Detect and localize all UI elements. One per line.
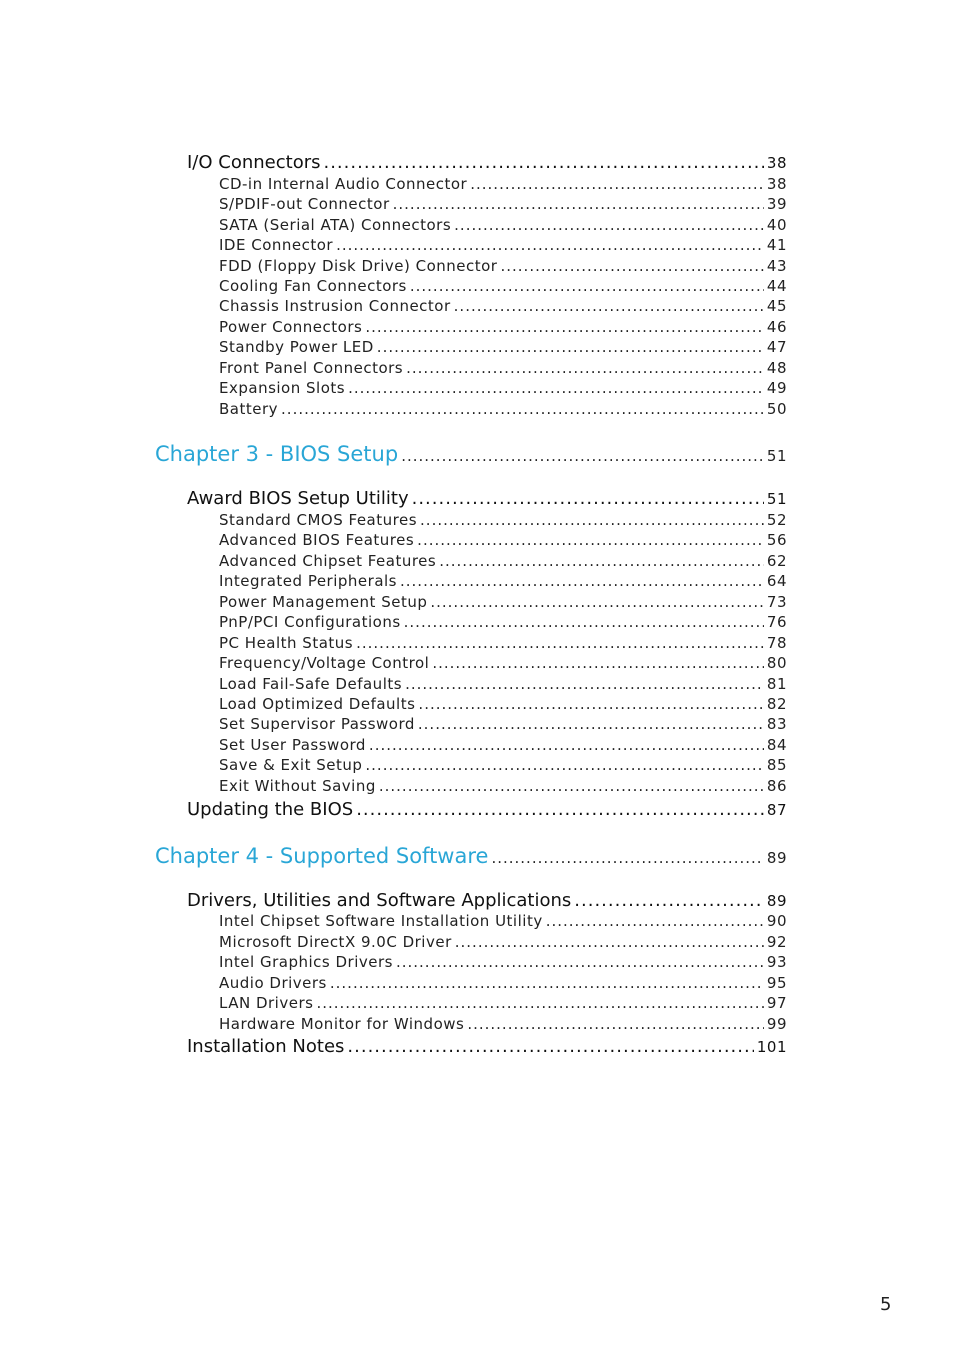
toc-entry-title: Standard CMOS Features xyxy=(219,511,418,529)
toc-entry-subsection[interactable] xyxy=(219,195,787,213)
toc-entry-subsection[interactable] xyxy=(219,994,787,1012)
toc-entry-subsection[interactable] xyxy=(219,572,787,590)
toc-entry-page-number: 64 xyxy=(766,572,787,590)
dot-leader xyxy=(365,756,764,774)
dot-leader xyxy=(405,675,764,693)
toc-entry-page-number: 99 xyxy=(766,1015,787,1033)
dot-leader xyxy=(400,572,764,590)
toc-entry-page-number: 97 xyxy=(766,994,787,1012)
toc-entry-page-number: 86 xyxy=(766,777,787,795)
dot-leader xyxy=(396,953,764,971)
toc-entry-subsection[interactable] xyxy=(219,379,787,397)
toc-entry-subsection[interactable] xyxy=(219,257,787,275)
toc-entry-section[interactable] xyxy=(187,799,787,820)
toc-entry-subsection[interactable] xyxy=(219,715,787,733)
dot-leader xyxy=(330,974,764,992)
toc-entry-subsection[interactable] xyxy=(219,552,787,570)
toc-entry-page-number: 50 xyxy=(766,400,787,418)
dot-leader xyxy=(455,933,764,951)
toc-entry-page-number: 62 xyxy=(766,552,787,570)
toc-entry-page-number: 89 xyxy=(766,849,787,867)
toc-entry-title: Chapter 3 - BIOS Setup xyxy=(155,442,399,466)
toc-entry-page-number: 38 xyxy=(766,154,787,172)
toc-entry-subsection[interactable] xyxy=(219,695,787,713)
toc-entry-page-number: 49 xyxy=(766,379,787,397)
toc-entry-title: Cooling Fan Connectors xyxy=(219,277,407,295)
page-number: 5 xyxy=(880,1294,892,1315)
dot-leader xyxy=(281,400,764,418)
toc-entry-subsection[interactable] xyxy=(219,613,787,631)
toc-entry-subsection[interactable] xyxy=(219,359,787,377)
toc-entry-title: Load Fail-Safe Defaults xyxy=(219,675,403,693)
dot-leader xyxy=(500,257,763,275)
toc-entry-subsection[interactable] xyxy=(219,675,787,693)
toc-entry-title: Set User Password xyxy=(219,736,366,754)
toc-entry-title: SATA (Serial ATA) Connectors xyxy=(219,216,452,234)
toc-entry-subsection[interactable] xyxy=(219,338,787,356)
toc-entry-subsection[interactable] xyxy=(219,654,787,672)
dot-leader xyxy=(574,890,764,911)
toc-entry-page-number: 89 xyxy=(766,892,787,910)
toc-entry-subsection[interactable] xyxy=(219,933,787,951)
dot-leader xyxy=(546,912,764,930)
dot-leader xyxy=(467,1015,764,1033)
toc-entry-title: Frequency/Voltage Control xyxy=(219,654,430,672)
dot-leader xyxy=(417,531,764,549)
toc-entry-title: Set Supervisor Password xyxy=(219,715,415,733)
toc-entry-page-number: 78 xyxy=(766,634,787,652)
toc-entry-page-number: 101 xyxy=(756,1038,787,1056)
toc-entry-subsection[interactable] xyxy=(219,175,787,193)
toc-entry-title: PC Health Status xyxy=(219,634,354,652)
toc-entry-subsection[interactable] xyxy=(219,634,787,652)
toc-entry-page-number: 51 xyxy=(766,447,787,465)
toc-entry-page-number: 90 xyxy=(766,912,787,930)
toc-entry-subsection[interactable] xyxy=(219,736,787,754)
dot-leader xyxy=(377,338,764,356)
toc-entry-title: LAN Drivers xyxy=(219,994,314,1012)
toc-entry-title: Battery xyxy=(219,400,279,418)
toc-entry-title: Integrated Peripherals xyxy=(219,572,397,590)
toc-entry-page-number: 93 xyxy=(766,953,787,971)
toc-entry-subsection[interactable] xyxy=(219,974,787,992)
toc-entry-page-number: 81 xyxy=(766,675,787,693)
toc-entry-title: Advanced Chipset Features xyxy=(219,552,437,570)
toc-entry-page-number: 52 xyxy=(766,511,787,529)
toc-entry-subsection[interactable] xyxy=(219,216,787,234)
dot-leader xyxy=(356,634,764,652)
toc-entry-title: FDD (Floppy Disk Drive) Connector xyxy=(219,257,498,275)
toc-entry-page-number: 83 xyxy=(766,715,787,733)
toc-entry-title: Hardware Monitor for Windows xyxy=(219,1015,465,1033)
toc-entry-title: Microsoft DirectX 9.0C Driver xyxy=(219,933,452,951)
dot-leader xyxy=(412,488,764,509)
dot-leader xyxy=(439,552,764,570)
toc-entry-title: Updating the BIOS xyxy=(187,799,354,820)
dot-leader xyxy=(347,1036,753,1057)
toc-entry-page-number: 51 xyxy=(766,490,787,508)
toc-entry-subsection[interactable] xyxy=(219,400,787,418)
toc-entry-title: I/O Connectors xyxy=(187,152,321,173)
toc-entry-title: S/PDIF-out Connector xyxy=(219,195,390,213)
toc-entry-subsection[interactable] xyxy=(219,953,787,971)
dot-leader xyxy=(316,994,763,1012)
toc-entry-title: Award BIOS Setup Utility xyxy=(187,488,409,509)
toc-entry-section[interactable] xyxy=(187,488,787,509)
toc-entry-page-number: 84 xyxy=(766,736,787,754)
toc-entry-subsection[interactable] xyxy=(219,593,787,611)
toc-entry-subsection[interactable] xyxy=(219,297,787,315)
dot-leader xyxy=(348,379,764,397)
toc-entry-page-number: 76 xyxy=(766,613,787,631)
toc-entry-title: Chapter 4 - Supported Software xyxy=(155,844,489,868)
dot-leader xyxy=(393,195,764,213)
toc-entry-title: PnP/PCI Configurations xyxy=(219,613,401,631)
toc-entry-page-number: 45 xyxy=(766,297,787,315)
dot-leader xyxy=(406,359,764,377)
toc-entry-page-number: 48 xyxy=(766,359,787,377)
toc-entry-page-number: 41 xyxy=(766,236,787,254)
toc-entry-chapter[interactable] xyxy=(155,844,787,868)
toc-entry-page-number: 80 xyxy=(766,654,787,672)
dot-leader xyxy=(418,715,764,733)
toc-entry-title: Expansion Slots xyxy=(219,379,346,397)
toc-entry-title: Intel Graphics Drivers xyxy=(219,953,393,971)
dot-leader xyxy=(369,736,764,754)
toc-entry-subsection[interactable] xyxy=(219,756,787,774)
toc-entry-title: Exit Without Saving xyxy=(219,777,376,795)
toc-entry-title: Audio Drivers xyxy=(219,974,327,992)
toc-entry-page-number: 47 xyxy=(766,338,787,356)
toc-entry-subsection[interactable] xyxy=(219,318,787,336)
dot-leader xyxy=(454,216,764,234)
toc-entry-title: Save & Exit Setup xyxy=(219,756,363,774)
dot-leader xyxy=(356,799,764,820)
dot-leader xyxy=(336,236,764,254)
toc-entry-page-number: 95 xyxy=(766,974,787,992)
dot-leader xyxy=(323,152,763,173)
dot-leader xyxy=(491,849,763,867)
toc-entry-title: Advanced BIOS Features xyxy=(219,531,415,549)
toc-entry-page-number: 40 xyxy=(766,216,787,234)
dot-leader xyxy=(430,593,764,611)
toc-entry-page-number: 87 xyxy=(766,801,787,819)
toc-entry-page-number: 39 xyxy=(766,195,787,213)
toc-entry-section[interactable] xyxy=(187,890,787,911)
toc-entry-subsection[interactable] xyxy=(219,1015,787,1033)
toc-entry-page-number: 56 xyxy=(766,531,787,549)
toc-entry-title: Chassis Instrusion Connector xyxy=(219,297,451,315)
toc-entry-subsection[interactable] xyxy=(219,777,787,795)
toc-entry-subsection[interactable] xyxy=(219,912,787,930)
toc-entry-title: CD-in Internal Audio Connector xyxy=(219,175,468,193)
toc-entry-page-number: 82 xyxy=(766,695,787,713)
toc-entry-title: Front Panel Connectors xyxy=(219,359,404,377)
toc-entry-subsection[interactable] xyxy=(219,511,787,529)
toc-entry-page-number: 44 xyxy=(766,277,787,295)
dot-leader xyxy=(432,654,764,672)
dot-leader xyxy=(401,447,764,465)
dot-leader xyxy=(404,613,764,631)
toc-entry-section[interactable] xyxy=(187,152,787,173)
toc-entry-subsection[interactable] xyxy=(219,236,787,254)
dot-leader xyxy=(410,277,764,295)
toc-entry-subsection[interactable] xyxy=(219,277,787,295)
toc-entry-title: Power Management Setup xyxy=(219,593,428,611)
toc-entry-title: Installation Notes xyxy=(187,1036,345,1057)
toc-entry-page-number: 85 xyxy=(766,756,787,774)
dot-leader xyxy=(454,297,764,315)
toc-entry-page-number: 38 xyxy=(766,175,787,193)
dot-leader xyxy=(470,175,764,193)
dot-leader xyxy=(365,318,764,336)
dot-leader xyxy=(420,511,764,529)
toc-entry-page-number: 43 xyxy=(766,257,787,275)
toc-entry-chapter[interactable] xyxy=(155,442,787,466)
toc-entry-subsection[interactable] xyxy=(219,531,787,549)
toc-entry-title: Load Optimized Defaults xyxy=(219,695,416,713)
dot-leader xyxy=(379,777,764,795)
toc-entry-title: Intel Chipset Software Installation Utility xyxy=(219,912,543,930)
toc-entry-page-number: 92 xyxy=(766,933,787,951)
toc-entry-section[interactable] xyxy=(187,1036,787,1057)
toc-entry-title: Power Connectors xyxy=(219,318,363,336)
toc-entry-title: Drivers, Utilities and Software Applications xyxy=(187,890,572,911)
toc-entry-title: Standby Power LED xyxy=(219,338,374,356)
dot-leader xyxy=(418,695,763,713)
toc-entry-page-number: 46 xyxy=(766,318,787,336)
toc-entry-page-number: 73 xyxy=(766,593,787,611)
toc-entry-title: IDE Connector xyxy=(219,236,334,254)
